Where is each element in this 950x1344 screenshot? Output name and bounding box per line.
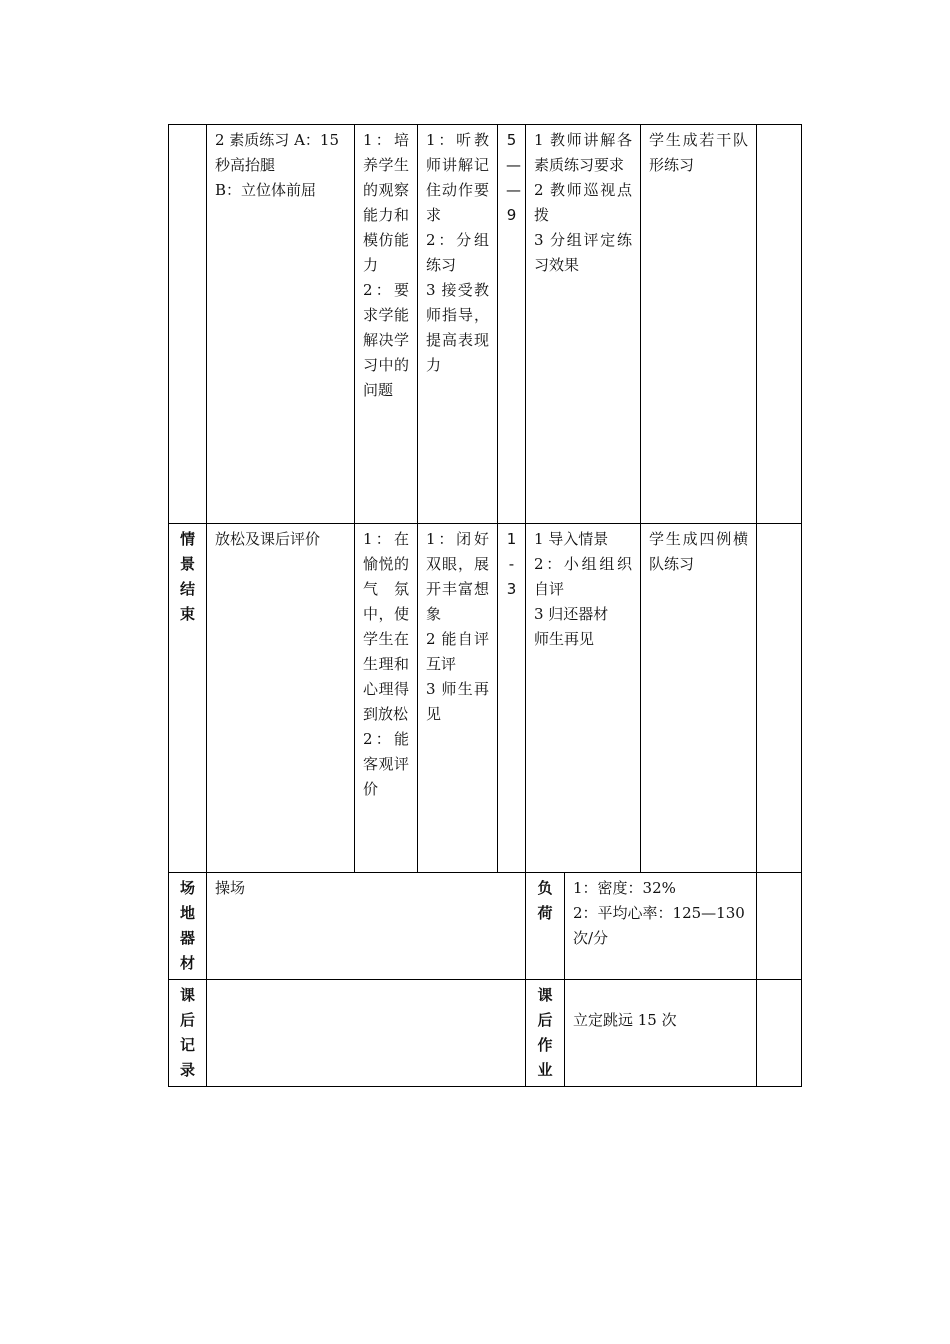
organization-cell: 学生成四例横队练习 xyxy=(641,524,757,873)
extra-cell xyxy=(757,980,802,1087)
homework-value: 立定跳远 15 次 xyxy=(565,980,757,1087)
table-row xyxy=(169,524,802,873)
goals-cell: 1：在愉悦的气氛中，使学生在生理和心理得到放松 2：能客观评价 xyxy=(355,524,418,873)
homework-label: 课 后 作 业 xyxy=(526,980,565,1087)
extra-cell xyxy=(757,873,802,980)
extra-cell xyxy=(757,125,802,524)
content-cell: 放松及课后评价 xyxy=(207,524,355,873)
goals-cell: 1：培养学生的观察能力和模仿能力 2：要求学能解决学习中的问题 xyxy=(355,125,418,524)
venue-label: 场 地 器 材 xyxy=(169,873,207,980)
student-activity-cell: 1：闭好双眼，展开丰富想象 2 能自评互评 3 师生再见 xyxy=(418,524,498,873)
section-cell xyxy=(169,125,207,524)
load-value: 1：密度：32% 2：平均心率：125—130次/分 xyxy=(565,873,757,980)
section-cell: 情 景 结 束 xyxy=(169,524,207,873)
record-label: 课 后 记 录 xyxy=(169,980,207,1087)
table-row xyxy=(169,980,802,1087)
lesson-plan-table xyxy=(168,124,802,1087)
table-row xyxy=(169,125,802,524)
content-cell: 2 素质练习 A：15秒高抬腿 B：立位体前屈 xyxy=(207,125,355,524)
venue-value: 操场 xyxy=(207,873,526,980)
organization-cell: 学生成若干队形练习 xyxy=(641,125,757,524)
teacher-activity-cell: 1 导入情景 2：小组组织自评 3 归还器材 师生再见 xyxy=(526,524,641,873)
record-value xyxy=(207,980,526,1087)
time-cell: 1 - 3 xyxy=(498,524,526,873)
teacher-activity-cell: 1 教师讲解各素质练习要求 2 教师巡视点拨 3 分组评定练习效果 xyxy=(526,125,641,524)
load-label: 负 荷 xyxy=(526,873,565,980)
time-cell: 5 — — 9 xyxy=(498,125,526,524)
extra-cell xyxy=(757,524,802,873)
table-row xyxy=(169,873,802,980)
student-activity-cell: 1：听教师讲解记住动作要求 2：分组练习 3 接受教师指导，提高表现力 xyxy=(418,125,498,524)
